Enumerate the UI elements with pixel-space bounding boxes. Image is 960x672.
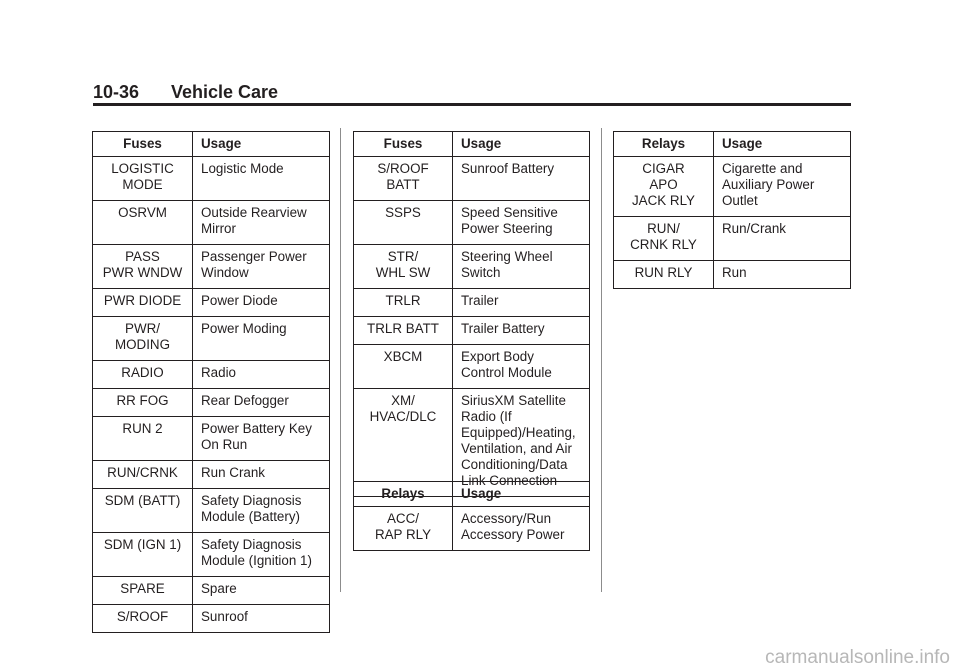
usage-line: Control Module (461, 365, 552, 380)
usage-line: Trailer (461, 293, 499, 308)
usage-cell (453, 289, 590, 317)
header-rule (93, 103, 851, 106)
column-header-name: Relays (614, 132, 714, 157)
table-row (93, 461, 330, 489)
table-header-row (93, 132, 330, 157)
usage-line: Accessory Power (461, 527, 565, 542)
fuse-name-line: RUN/ (647, 221, 680, 236)
fuse-name-line: PWR/ (125, 321, 160, 336)
usage-line: Speed Sensitive (461, 205, 558, 220)
column-divider (340, 128, 341, 592)
fuse-name-cell (354, 317, 453, 345)
usage-line: Spare (201, 581, 237, 596)
table-row (93, 361, 330, 389)
usage-line: On Run (201, 437, 248, 452)
usage-cell (714, 261, 851, 289)
fuse-name-cell (93, 605, 193, 633)
usage-cell (453, 201, 590, 245)
table-row (93, 317, 330, 361)
fuse-name-line: SDM (BATT) (104, 493, 181, 508)
fuse-name-cell (93, 461, 193, 489)
fuse-name-cell (93, 157, 193, 201)
table-row (614, 261, 851, 289)
fuse-name-line: MODE (122, 177, 163, 192)
usage-line: Equipped)/Heating, (461, 425, 576, 440)
usage-cell (193, 417, 330, 461)
table-row (93, 201, 330, 245)
fuse-name-line: BATT (386, 177, 420, 192)
usage-line: Run (722, 265, 747, 280)
fuse-name-cell (93, 245, 193, 289)
table-row (354, 345, 590, 389)
fuse-name-cell (354, 245, 453, 289)
usage-cell (714, 217, 851, 261)
usage-cell (193, 461, 330, 489)
fuse-name-line: RADIO (121, 365, 164, 380)
page-number: 10-36 (93, 82, 140, 102)
usage-line: Module (Battery) (201, 509, 300, 524)
usage-line: Safety Diagnosis (201, 537, 302, 552)
table-row (354, 201, 590, 245)
usage-cell (453, 157, 590, 201)
fuse-name-line: XBCM (383, 349, 423, 364)
usage-cell (453, 317, 590, 345)
fuse-name-line: MODING (114, 337, 171, 352)
fuse-name-line: TRLR BATT (367, 321, 439, 336)
fuse-name-line: RUN RLY (634, 265, 693, 280)
fuse-name-line: CIGAR (642, 161, 685, 176)
fuse-name-line: RAP RLY (374, 527, 432, 542)
fuse-name-cell (93, 201, 193, 245)
usage-line: Outside Rearview (201, 205, 307, 220)
usage-line: Sunroof (201, 609, 248, 624)
usage-line: Rear Defogger (201, 393, 289, 408)
table-row (93, 489, 330, 533)
usage-cell (193, 389, 330, 417)
usage-line: Power Steering (461, 221, 553, 236)
column-divider (601, 128, 602, 592)
usage-line: Outlet (722, 193, 758, 208)
column-header-usage: Usage (193, 132, 330, 157)
fuse-name-cell (93, 417, 193, 461)
fuse-name-cell (93, 317, 193, 361)
fuses-table-1 (92, 131, 330, 633)
table-row (93, 577, 330, 605)
table-header-row (354, 132, 590, 157)
usage-line: Run/Crank (722, 221, 787, 236)
table-row (354, 317, 590, 345)
column-header-name: Relays (354, 482, 453, 507)
fuse-name-line: XM/ (391, 393, 415, 408)
usage-line: Logistic Mode (201, 161, 284, 176)
fuse-name-line: SPARE (120, 581, 165, 596)
fuse-name-cell (354, 345, 453, 389)
fuse-name-cell (93, 533, 193, 577)
usage-cell (453, 507, 590, 551)
fuse-name-line: S/ROOF (116, 609, 169, 624)
fuse-name-line: PWR WNDW (102, 265, 183, 280)
usage-line: Ventilation, and Air (461, 441, 572, 456)
table-row (614, 157, 851, 217)
fuse-name-line: RUN 2 (122, 421, 163, 436)
fuse-name-line: SDM (IGN 1) (103, 537, 182, 552)
table-row (354, 157, 590, 201)
fuse-name-line: HVAC/DLC (369, 409, 437, 424)
usage-line: Trailer Battery (461, 321, 545, 336)
watermark: carmanualsonline.info (765, 647, 950, 668)
table-header-row (614, 132, 851, 157)
usage-line: Mirror (201, 221, 236, 236)
fuse-name-cell (93, 361, 193, 389)
usage-cell (193, 289, 330, 317)
fuse-name-line: JACK RLY (631, 193, 695, 208)
usage-line: Passenger Power (201, 249, 307, 264)
usage-line: Radio (If (461, 409, 512, 424)
usage-line: Accessory/Run (461, 511, 552, 526)
usage-cell (453, 345, 590, 389)
usage-line: Auxiliary Power (722, 177, 815, 192)
usage-cell (193, 245, 330, 289)
fuse-name-line: ACC/ (387, 511, 419, 526)
usage-line: Switch (461, 265, 501, 280)
fuse-name-line: TRLR (385, 293, 421, 308)
table-header-row (354, 482, 590, 507)
usage-line: Power Battery Key (201, 421, 312, 436)
column-header-name: Fuses (354, 132, 453, 157)
usage-line: Conditioning/Data (461, 457, 568, 472)
table-row (93, 605, 330, 633)
fuse-name-line: WHL SW (375, 265, 431, 280)
fuse-name-cell (93, 489, 193, 533)
fuse-name-cell (93, 289, 193, 317)
fuse-name-cell (93, 577, 193, 605)
fuse-name-line: LOGISTIC (111, 161, 174, 176)
fuse-name-line: S/ROOF (377, 161, 429, 176)
fuse-name-cell (354, 157, 453, 201)
usage-cell (193, 577, 330, 605)
fuse-name-line: RUN/CRNK (107, 465, 178, 480)
fuse-name-cell (614, 157, 714, 217)
table-row (93, 533, 330, 577)
table-row (93, 289, 330, 317)
relays-table-2 (613, 131, 851, 289)
table-row (93, 157, 330, 201)
usage-line: Power Moding (201, 321, 287, 336)
usage-line: SiriusXM Satellite (461, 393, 566, 408)
table-row (354, 289, 590, 317)
usage-cell (714, 157, 851, 217)
usage-cell (193, 201, 330, 245)
table-row (354, 245, 590, 289)
fuse-name-line: OSRVM (118, 205, 167, 220)
fuse-name-line: CRNK RLY (630, 237, 697, 252)
fuse-name-line: APO (649, 177, 678, 192)
usage-line: Sunroof Battery (461, 161, 555, 176)
fuse-name-line: STR/ (387, 249, 419, 264)
table-row (354, 507, 590, 551)
usage-cell (453, 245, 590, 289)
usage-cell (193, 605, 330, 633)
usage-cell (193, 361, 330, 389)
fuse-name-line: RR FOG (116, 393, 169, 408)
usage-line: Cigarette and (722, 161, 803, 176)
fuse-name-cell (93, 389, 193, 417)
usage-line: Window (201, 265, 249, 280)
usage-line: Power Diode (201, 293, 278, 308)
usage-cell (193, 489, 330, 533)
usage-cell (193, 157, 330, 201)
fuse-name-line: SSPS (385, 205, 421, 220)
fuse-name-cell (354, 507, 453, 551)
column-header-usage: Usage (714, 132, 851, 157)
usage-line: Module (Ignition 1) (201, 553, 312, 568)
usage-cell (193, 533, 330, 577)
relays-table-1 (353, 481, 590, 551)
table-row (93, 389, 330, 417)
usage-line: Export Body (461, 349, 534, 364)
usage-line: Run Crank (201, 465, 266, 480)
table-row (614, 217, 851, 261)
usage-line: Steering Wheel (461, 249, 553, 264)
table-row (93, 245, 330, 289)
column-header-usage: Usage (453, 132, 590, 157)
usage-line: Radio (201, 365, 236, 380)
fuse-name-cell (614, 217, 714, 261)
fuse-name-line: PASS (125, 249, 160, 264)
column-header-name: Fuses (93, 132, 193, 157)
usage-line: Link Connection (461, 473, 558, 488)
fuse-name-line: PWR DIODE (103, 293, 182, 308)
column-header-usage: Usage (453, 482, 590, 507)
table-row (93, 417, 330, 461)
fuse-name-cell (614, 261, 714, 289)
fuse-name-cell (354, 289, 453, 317)
usage-cell (193, 317, 330, 361)
usage-line: Safety Diagnosis (201, 493, 302, 508)
fuse-name-cell (354, 201, 453, 245)
section-title: Vehicle Care (171, 82, 279, 102)
fuses-table-2 (353, 131, 590, 497)
